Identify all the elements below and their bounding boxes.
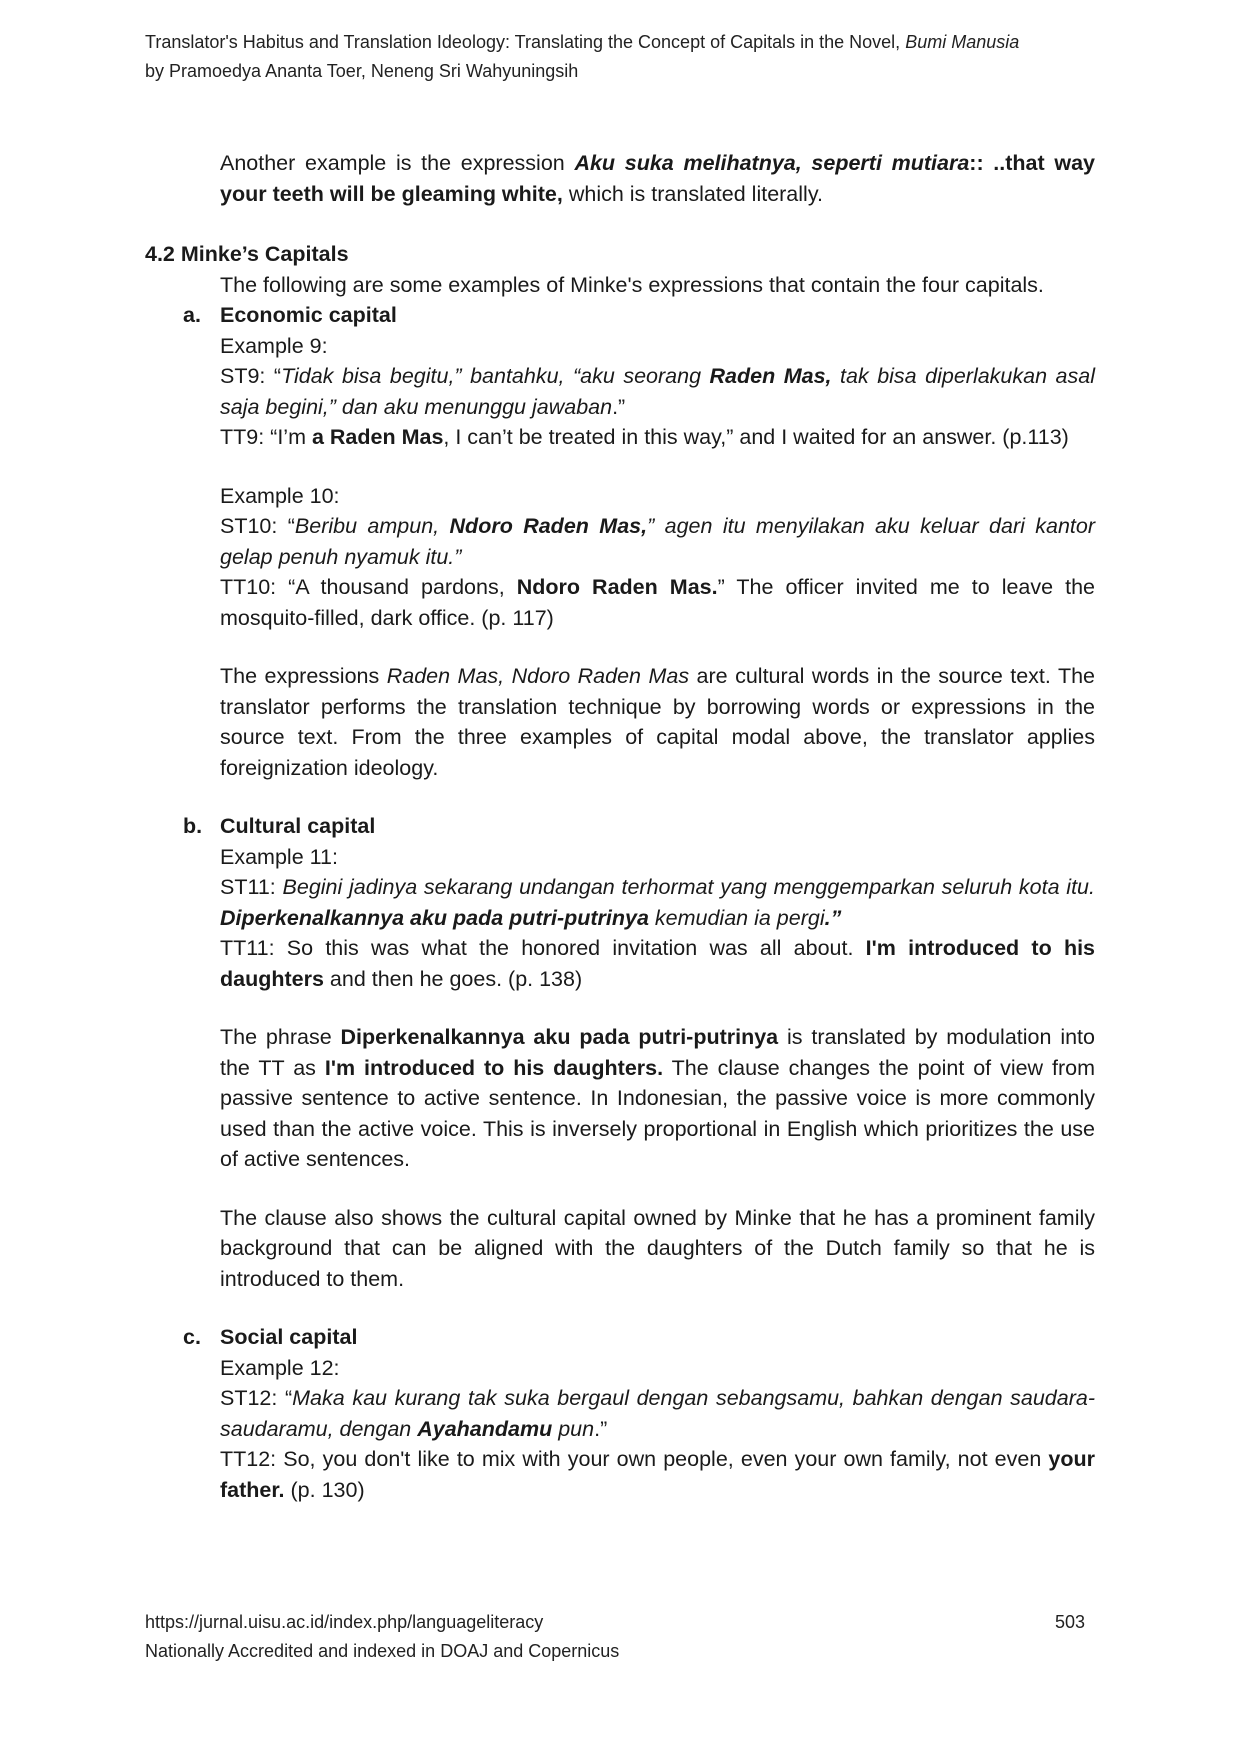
accreditation-note: Nationally Accredited and indexed in DOAJ and Copernicus xyxy=(145,1641,620,1661)
journal-url[interactable]: https://jurnal.uisu.ac.id/index.php/languageliteracy xyxy=(145,1612,544,1632)
st10: ST10: “Beribu ampun, Ndoro Raden Mas,” agen itu menyilakan aku keluar dari kantor gelap penuh nyamuk itu.” xyxy=(220,514,1096,569)
novel-title: Bumi Manusia xyxy=(905,32,1020,52)
economic-discussion: The expressions Raden Mas, Ndoro Raden Mas are cultural words in the source text. The translator performs the translation technique by borrowing words or expressions in the source text. From the three examples of capital modal above, the translator applies foreignization ideology. xyxy=(220,664,1096,780)
running-head xyxy=(145,28,1095,86)
example-12-label: Example 12: xyxy=(220,1355,340,1380)
subsection-heading-economic: a. Economic capital xyxy=(183,303,397,327)
article-body xyxy=(145,148,1095,1505)
tt11: TT11: So this was what the honored invitation was all about. I'm introduced to his daughters and then he goes. (p. 138) xyxy=(220,936,1096,991)
intro-paragraph: Another example is the expression Aku suka melihatnya, seperti mutiara:: ..that way your teeth will be gleaming white, which is translated literally. xyxy=(220,151,1095,206)
tt12: TT12: So, you don't like to mix with your own people, even your own family, not even your father. (p. 130) xyxy=(220,1447,1095,1502)
page-number: 503 xyxy=(1054,1612,1085,1632)
subsection-heading-social: c. Social capital xyxy=(183,1325,358,1349)
subsection-heading-cultural: b. Cultural capital xyxy=(183,814,376,838)
example-9-label: Example 9: xyxy=(220,333,328,358)
st11: ST11: Begini jadinya sekarang undangan terhormat yang menggemparkan seluruh kota itu. Diperkenalkannya aku pada putri-putrinya kemudian ia pergi.” xyxy=(220,875,1095,930)
st12: ST12: “Maka kau kurang tak suka bergaul dengan sebangsamu, bahkan dengan saudara-saudaramu, dengan Ayahandamu pun.” xyxy=(220,1386,1095,1441)
cultural-discussion-2: The clause also shows the cultural capital owned by Minke that he has a prominent family background that can be aligned with the daughters of the Dutch family so that he is introduced to them. xyxy=(220,1205,1095,1291)
example-10-label: Example 10: xyxy=(220,483,340,508)
page-footer xyxy=(145,1608,1095,1666)
st9: ST9: “Tidak bisa begitu,” bantahku, “aku seorang Raden Mas, tak bisa diperlakukan asal saja begini,” dan aku menunggu jawaban.” xyxy=(220,364,1095,419)
running-head-author: by Pramoedya Ananta Toer, Neneng Sri Wahyuningsih xyxy=(145,61,579,81)
running-head-title: Translator's Habitus and Translation Ideology: Translating the Concept of Capitals in the Novel, Bumi Manusia xyxy=(145,32,1020,52)
tt10: TT10: “A thousand pardons, Ndoro Raden Mas.” The officer invited me to leave the mosquito-filled, dark office. (p. 117) xyxy=(220,575,1096,630)
example-11-label: Example 11: xyxy=(220,844,338,869)
section-heading: 4.2 Minke’s Capitals xyxy=(145,242,349,266)
tt9: TT9: “I’m a Raden Mas, I can’t be treated in this way,” and I waited for an answer. (p.113) xyxy=(220,425,1069,449)
section-lead: The following are some examples of Minke's expressions that contain the four capitals. xyxy=(220,272,1044,297)
cultural-discussion-1: The phrase Diperkenalkannya aku pada putri-putrinya is translated by modulation into the TT as I'm introduced to his daughters. The clause changes the point of view from passive sentence to active sentence. In Indonesian, the passive voice is more commonly used than the active voice. This is inversely proportional in English which prioritizes the use of active sentences. xyxy=(220,1025,1096,1171)
